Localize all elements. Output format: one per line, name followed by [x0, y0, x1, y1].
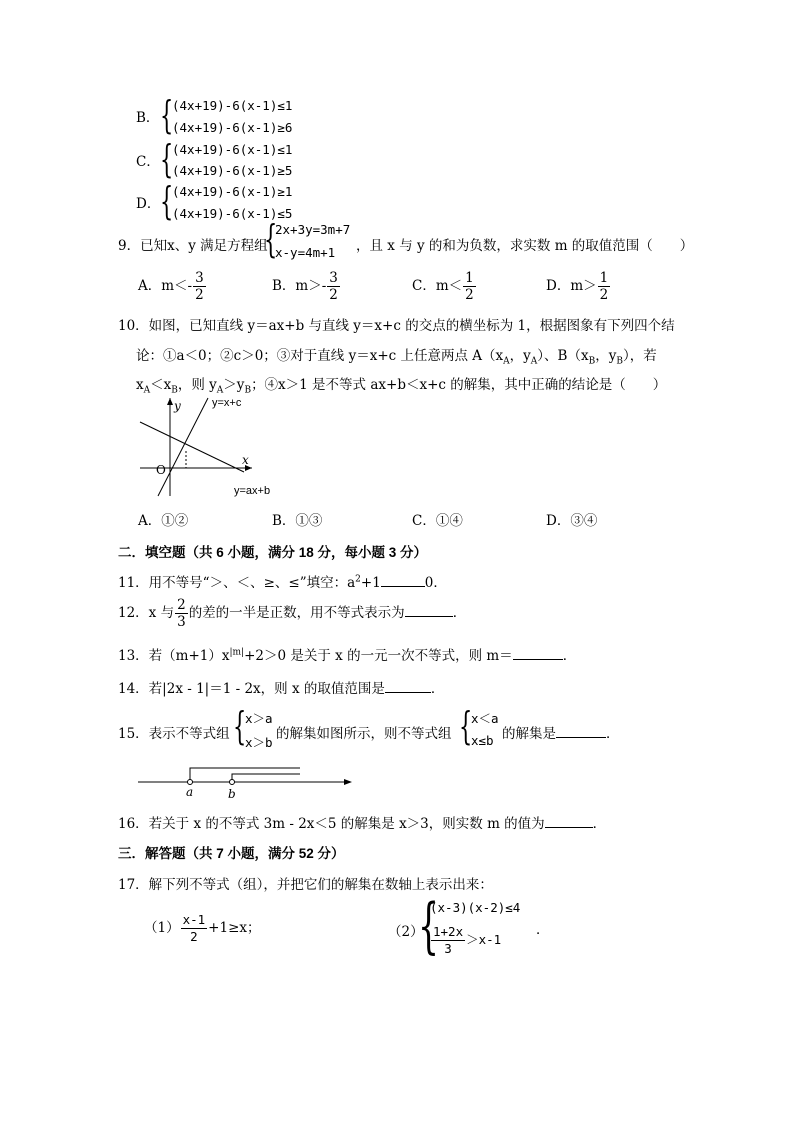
- x-axis-label: x: [242, 453, 249, 467]
- line-label-bottom: y=ax+b: [234, 485, 271, 497]
- question-text: 10．如图，已知直线 y＝ax+b 与直线 y＝x+c 的交点的横坐标为 1，根据图象有下列四个结: [118, 318, 675, 334]
- fraction: [463, 270, 476, 303]
- part-label: （1）: [144, 920, 180, 936]
- brace-icon: {: [233, 704, 247, 748]
- text-segment: ），若: [622, 348, 657, 364]
- denominator: 2: [190, 929, 198, 944]
- line-label-top: y=x+c: [212, 397, 242, 409]
- brace-icon: {: [160, 93, 174, 137]
- subscript: B: [244, 385, 252, 396]
- numerator: 1: [465, 270, 474, 286]
- subscript: B: [171, 385, 178, 396]
- brace-icon: {: [418, 891, 440, 961]
- subscript: A: [530, 356, 538, 367]
- text-segment: +1: [360, 575, 381, 591]
- numerator: 1: [599, 270, 609, 286]
- question-text: [502, 722, 620, 742]
- text-segment: 的解集是: [502, 726, 556, 742]
- section-heading: 二．填空题（共 6 小题，满分 18 分，每小题 3 分）: [118, 545, 428, 560]
- option-label: D．: [136, 196, 161, 212]
- option-b: B．①③: [272, 513, 323, 529]
- fraction: [175, 597, 188, 630]
- brace-icon: {: [160, 137, 174, 181]
- numerator: 2: [177, 597, 186, 613]
- option-d: [546, 270, 611, 303]
- text-segment: ，y: [595, 348, 617, 364]
- numerator: 3: [329, 270, 338, 286]
- point-label-a: a: [186, 785, 194, 799]
- text-segment: 16．若关于 x 的不等式 3m - 2x＜5 的解集是 x＞3，则实数 m 的值为: [118, 816, 545, 832]
- text-segment: ＜x: [150, 377, 172, 393]
- inequality-line: (4x+19)-6(x-1)≤1: [172, 98, 293, 113]
- fraction: [598, 270, 611, 303]
- option-label: C．: [136, 154, 160, 170]
- period: ．: [536, 922, 550, 938]
- question-11: [118, 571, 447, 591]
- system-line: (x-3)(x-2)≤4: [430, 900, 521, 915]
- system-line: x≤b: [471, 733, 494, 748]
- question-text: [136, 373, 666, 396]
- text-segment: +1≥x；: [208, 920, 261, 936]
- denominator: 3: [444, 941, 452, 956]
- text-segment: ＞x-1: [466, 932, 502, 947]
- text-segment: 的差的一半是正数，用不等式表示为: [188, 605, 405, 621]
- option-label: B．: [136, 110, 160, 126]
- text-segment: ；④x＞1 是不等式 ax+b＜x+c 的解集，其中正确的结论是（ ）: [251, 377, 667, 393]
- text-segment: ．: [430, 681, 445, 697]
- question-text: 9．已知x、y 满足方程组: [118, 238, 268, 254]
- part-2-label: （2）: [388, 924, 424, 940]
- text-segment: 论：①a＜0；②c＞0；③对于直线 y＝x+c 上任意两点 A（x: [136, 348, 504, 364]
- option-label: C．m＜: [412, 278, 463, 294]
- option-b: [272, 270, 341, 303]
- superscript: 2: [355, 574, 361, 585]
- denominator: 2: [329, 287, 338, 303]
- subscript: A: [143, 385, 151, 396]
- equation-line: 2x+3y=3m+7: [275, 222, 351, 237]
- option-label: A．m＜-: [138, 278, 193, 294]
- open-point-b: [230, 780, 235, 785]
- answer-blank[interactable]: [405, 602, 453, 617]
- open-point-a: [188, 780, 193, 785]
- text-segment: ．: [592, 816, 607, 832]
- question-13: [118, 644, 576, 664]
- solution-bracket-b: [232, 774, 300, 782]
- subscript: B: [616, 356, 623, 367]
- text-segment: ．: [452, 605, 467, 621]
- fraction: [193, 270, 206, 303]
- answer-blank[interactable]: [381, 572, 425, 587]
- question-text: [136, 344, 657, 367]
- subscript: A: [216, 385, 224, 396]
- text-segment: ．: [606, 726, 620, 742]
- fraction: [181, 912, 208, 945]
- subscript: B: [588, 356, 596, 367]
- question-16: [118, 812, 606, 832]
- brace-icon: {: [160, 179, 174, 223]
- fraction: [431, 924, 465, 957]
- option-label: B．m＞-: [272, 278, 327, 294]
- question-text: ，且 x 与 y 的和为负数，求实数 m 的取值范围（ ）: [356, 238, 694, 254]
- question-text: 的解集如图所示，则不等式组: [276, 726, 452, 742]
- numerator: 1+2x: [433, 924, 464, 939]
- system-line: [430, 924, 501, 957]
- inequality-line: (4x+19)-6(x-1)≤1: [172, 142, 293, 157]
- inequality-line: (4x+19)-6(x-1)≥6: [172, 120, 293, 135]
- solution-bracket-a: [190, 768, 300, 782]
- denominator: 2: [465, 287, 474, 303]
- numerator: x-1: [182, 912, 206, 927]
- option-a: [138, 270, 207, 303]
- text-segment: ，y: [509, 348, 531, 364]
- question-14: [118, 677, 444, 697]
- text-segment: ．: [562, 648, 577, 664]
- axis-arrow-icon: [344, 779, 352, 785]
- text-segment: ）、B（x: [537, 348, 589, 364]
- answer-blank[interactable]: [545, 813, 593, 828]
- system-line: x＞a: [245, 711, 273, 726]
- superscript: |m|: [229, 647, 245, 658]
- subscript: A: [503, 356, 510, 367]
- origin-label: O: [156, 463, 166, 477]
- text-segment: 0．: [424, 575, 447, 591]
- y-axis-arrow-icon: [167, 398, 173, 405]
- denominator: 2: [599, 287, 609, 303]
- option-label: D．m＞: [546, 278, 597, 294]
- answer-blank[interactable]: [556, 723, 606, 738]
- system-line: x＞b: [245, 735, 273, 750]
- brace-icon: {: [459, 704, 473, 748]
- inequality-line: (4x+19)-6(x-1)≥1: [172, 184, 293, 199]
- question-12: [118, 597, 466, 630]
- answer-blank[interactable]: [513, 645, 563, 660]
- inequality-line: (4x+19)-6(x-1)≤5: [172, 206, 293, 221]
- number-line: [136, 762, 358, 802]
- text-segment: 12．x 与: [118, 605, 175, 621]
- denominator: 3: [177, 614, 186, 630]
- system-line: x＜a: [471, 711, 499, 726]
- section-heading: 三．解答题（共 7 小题，满分 52 分）: [118, 846, 345, 861]
- text-segment: 14．若|2x - 1|＝1 - 2x，则 x 的取值范围是: [118, 681, 385, 697]
- y-axis-label: y: [174, 399, 181, 413]
- option-c: C．①④: [412, 513, 463, 529]
- text-segment: ，则 y: [177, 377, 217, 393]
- answer-blank[interactable]: [385, 678, 431, 693]
- denominator: 2: [195, 287, 204, 303]
- question-text: 15．表示不等式组: [118, 726, 230, 742]
- fraction: [327, 270, 340, 303]
- text-segment: 11．用不等号“＞、＜、≥、≤”填空：a: [118, 575, 356, 591]
- option-d: D．③④: [546, 513, 598, 529]
- part-1: [144, 912, 261, 945]
- text-segment: x: [136, 377, 144, 393]
- numerator: 3: [195, 270, 204, 286]
- function-graph: [136, 396, 286, 500]
- text-segment: ＞y: [223, 377, 245, 393]
- inequality-line: (4x+19)-6(x-1)≥5: [172, 163, 293, 178]
- text-segment: +2＞0 是关于 x 的一元一次不等式，则 m＝: [244, 648, 513, 664]
- point-label-b: b: [228, 787, 236, 801]
- question-text: 17．解下列不等式（组），并把它们的解集在数轴上表示出来：: [118, 877, 493, 893]
- option-c: [412, 270, 477, 303]
- option-a: A．①②: [138, 513, 189, 529]
- line-y-x-c: [158, 398, 208, 496]
- brace-icon: {: [264, 217, 278, 261]
- equation-line: x-y=4m+1: [275, 245, 336, 260]
- text-segment: 13．若（m+1）x: [118, 648, 230, 664]
